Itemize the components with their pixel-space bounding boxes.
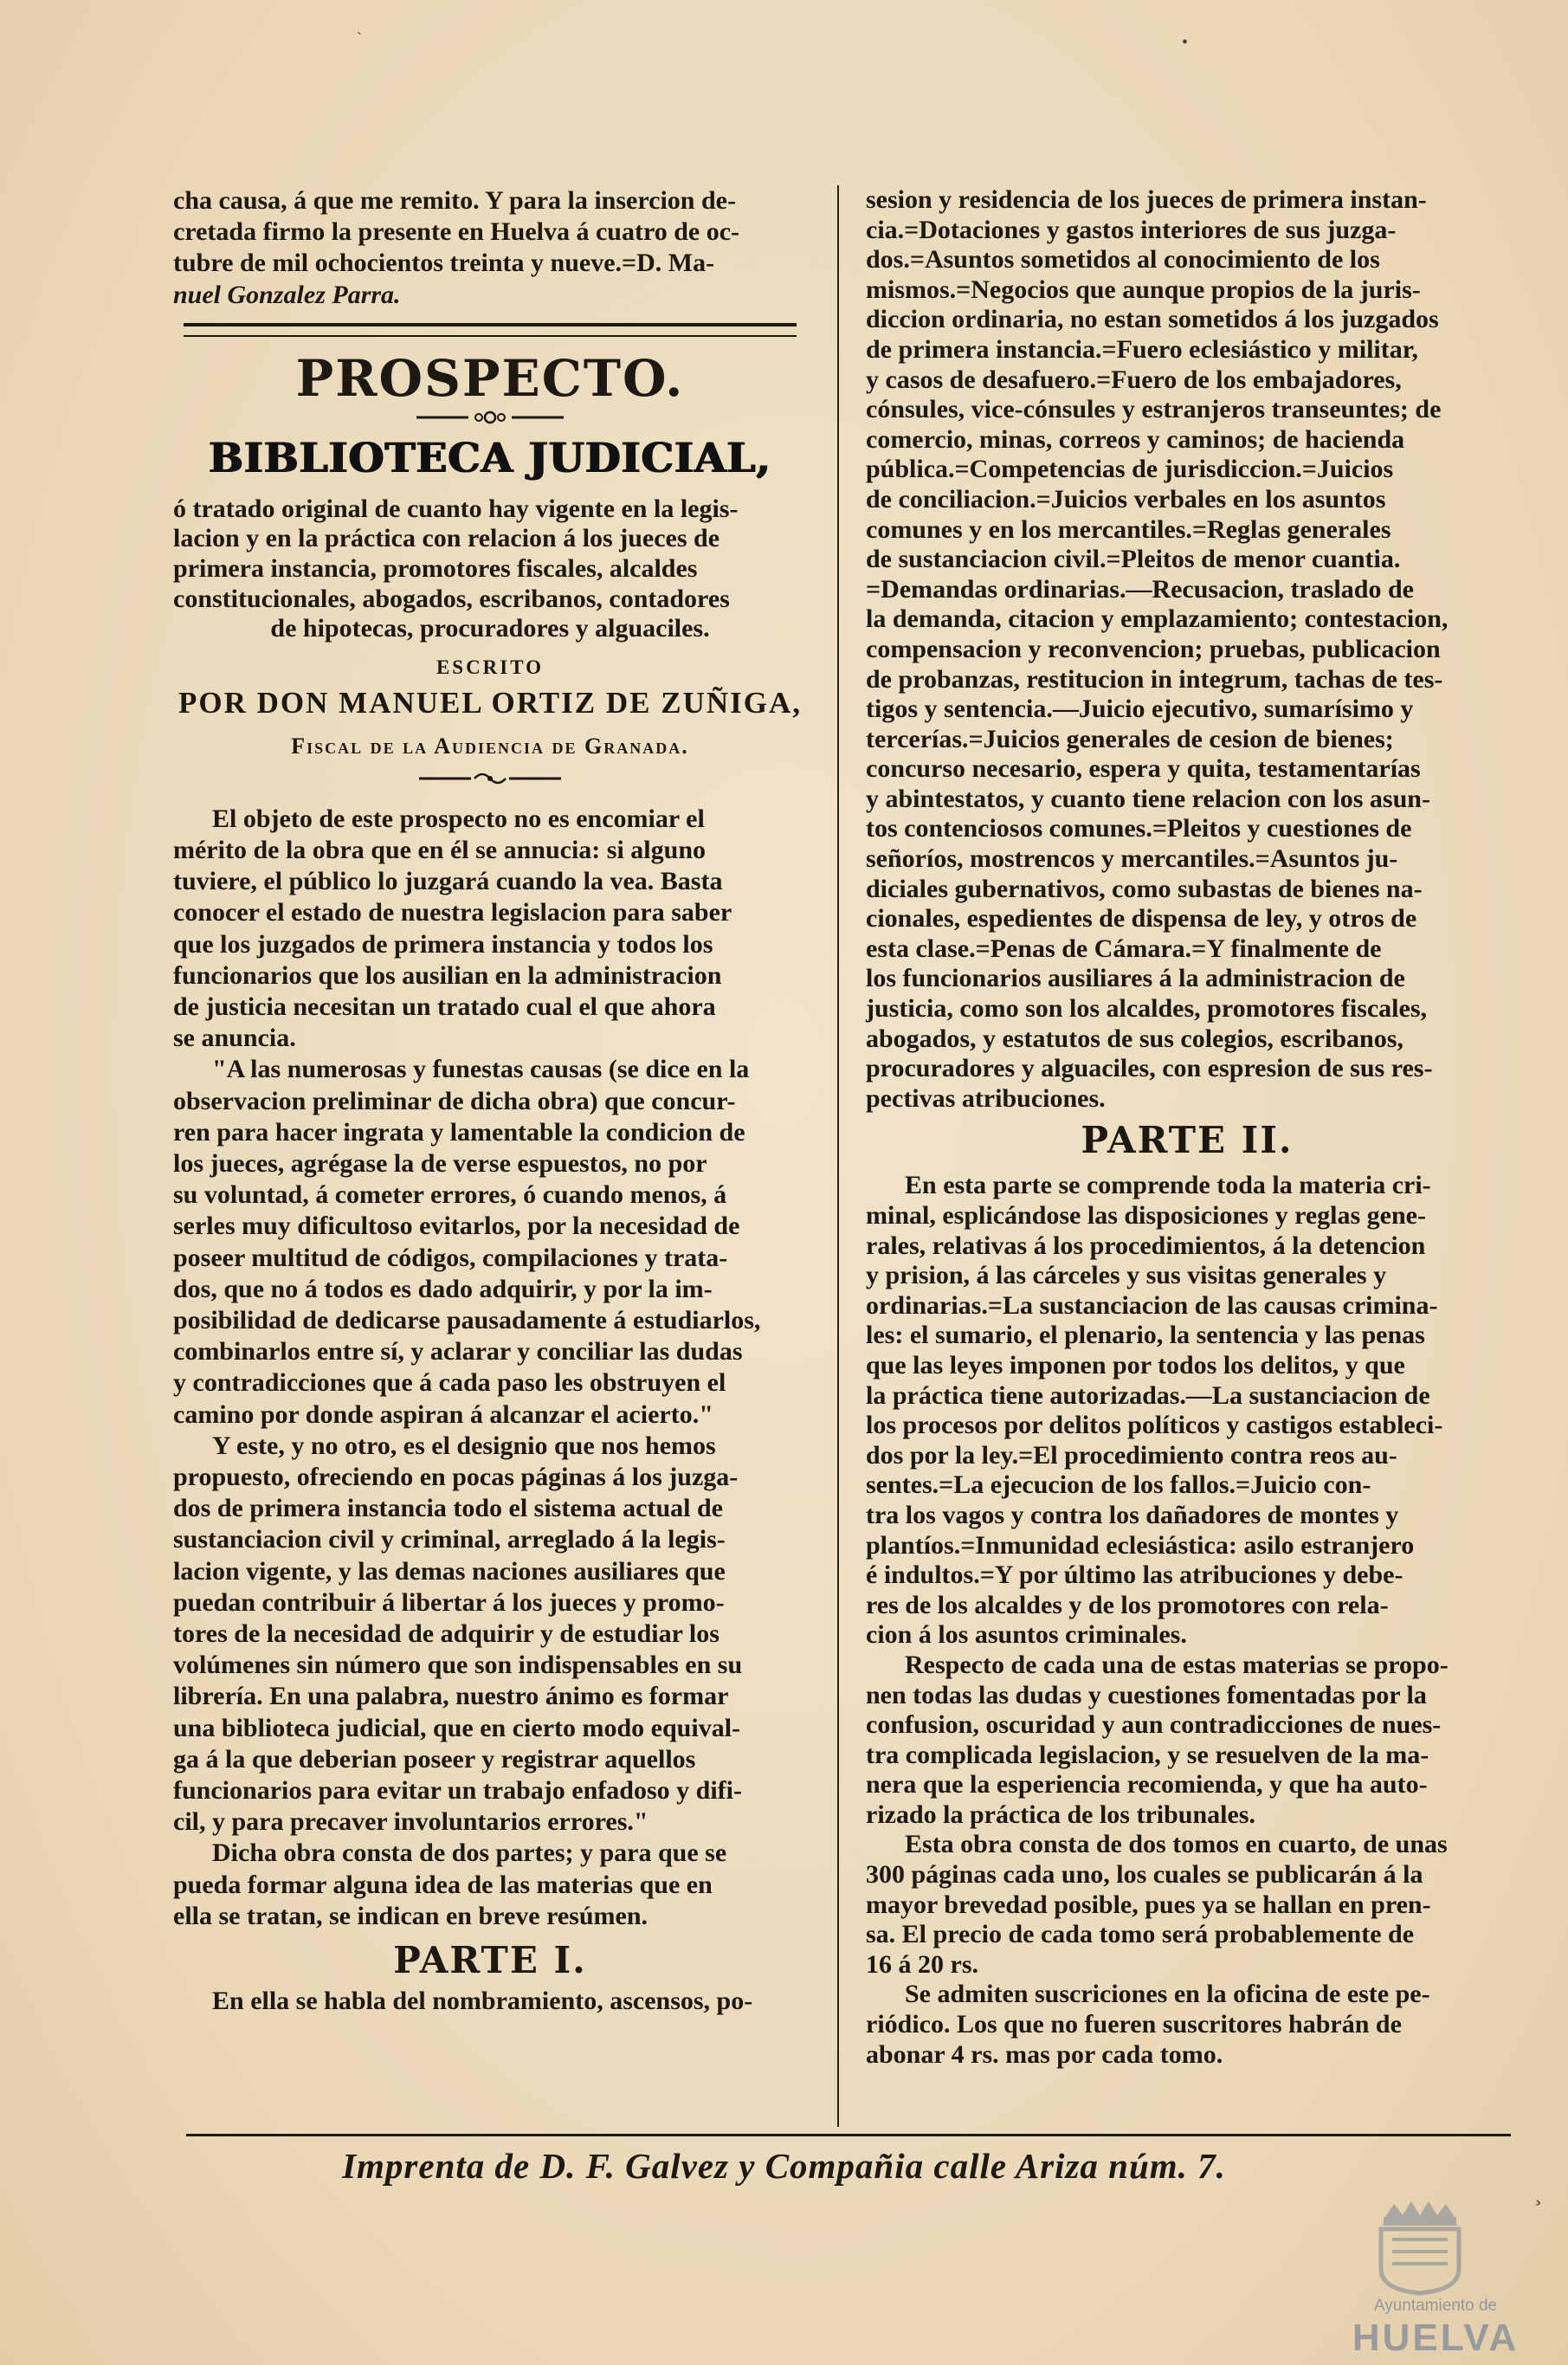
text-line: librería. En una palabra, nuestro ánimo es formar: [173, 1682, 729, 1711]
text-line: combinarlos entre sí, y aclarar y conciliar las dudas: [173, 1337, 743, 1367]
right-column: [866, 185, 1508, 2070]
text-line: la demanda, citacion y emplazamiento; contestacion,: [866, 604, 1449, 634]
section-subtitle: BIBLIOTECA JUDICIAL,: [209, 434, 771, 482]
text-line: 16 á 20 rs.: [866, 1949, 978, 1979]
text-line: concurso necesario, espera y quita, testamentarías: [866, 754, 1421, 784]
text-line: serles muy dificultoso evitarlos, por la necesidad de: [173, 1212, 740, 1241]
text-line: la práctica tiene autorizadas.—La sustanciacion de: [866, 1380, 1430, 1410]
text-line: y abintestatos, y cuanto tiene relacion con los asun-: [866, 784, 1430, 813]
text-line: constitucionales, abogados, escribanos, contadores: [173, 584, 730, 613]
text-line: dos.=Asuntos sometidos al conocimiento de los: [866, 245, 1380, 275]
watermark-caption: Ayuntamiento de: [1373, 2297, 1498, 2315]
text-line: les: el sumario, el plenario, la sentencia y las penas: [866, 1321, 1425, 1350]
text-line: minal, esplicándose las disposiciones y reglas gene-: [866, 1201, 1426, 1230]
text-line: comunes y en los mercantiles.=Reglas generales: [866, 514, 1391, 544]
text-line: tra complicada legislacion, y se resuelven de la ma-: [866, 1740, 1429, 1769]
text-line: camino por donde aspiran á alcanzar el acierto.": [173, 1399, 713, 1429]
paragraph-subscriptions: [866, 1980, 1508, 2070]
text-line: diciales gubernativos, como subastas de bienes na-: [866, 874, 1423, 903]
text-line: compensacion y reconvencion; pruebas, publicacion: [866, 634, 1441, 663]
text-line: y casos de desafuero.=Fuero de los embajadores,: [866, 365, 1402, 394]
text-line: de conciliacion.=Juicios verbales en los asuntos: [866, 484, 1386, 514]
text-line: tra los vagos y contra los dañadores de montes y: [866, 1500, 1399, 1529]
text-line: riódico. Los que no fueren suscritores habrán de: [866, 2010, 1402, 2039]
text-line: que las leyes imponen por todos los delitos, y que: [866, 1350, 1405, 1380]
text-line: plantíos.=Inmunidad eclesiástica: asilo estranjero: [866, 1530, 1415, 1560]
text-line: se anuncia.: [173, 1024, 296, 1053]
text-line: confusion, oscuridad y aun contradicciones de nues-: [866, 1710, 1442, 1740]
text-line: esta clase.=Penas de Cámara.=Y finalmente de: [866, 934, 1382, 963]
text-line: dos por la ley.=El procedimiento contra reos au-: [866, 1440, 1397, 1470]
text-line: sesion y residencia de los jueces de primera instan-: [866, 185, 1427, 214]
text-line: Se admiten suscriciones en la oficina de este pe-: [905, 1980, 1430, 2009]
text-line: 300 páginas cada uno, los cuales se publicarán á la: [866, 1860, 1423, 1890]
text-line: rizado la práctica de los tribunales.: [866, 1800, 1255, 1829]
text-line: ordinarias.=La sustanciacion de las causas crimina-: [866, 1290, 1438, 1320]
paragraph-objeto: [173, 804, 807, 1055]
text-line: de sustanciacion civil.=Pleitos de menor cuantia.: [866, 545, 1401, 574]
text-line: cia.=Dotaciones y gastos interiores de sus juzga-: [866, 215, 1397, 244]
text-line: El objeto de este prospecto no es encomiar el: [212, 804, 705, 833]
text-line: ó tratado original de cuanto hay vigente en la legis-: [173, 494, 739, 523]
text-line: cion á los asuntos criminales.: [866, 1620, 1187, 1650]
text-line: que los juzgados de primera instancia y todos los: [173, 929, 713, 959]
text-line: los funcionarios ausiliares á la administracion de: [866, 964, 1405, 993]
text-line: lacion y en la práctica con relacion á los jueces de: [173, 524, 720, 553]
text-line: res de los alcaldes y de los promotores con rela-: [866, 1590, 1389, 1619]
text-line: y contradicciones que á cada paso les obstruyen el: [173, 1368, 726, 1398]
ink-speck-mark: `: [357, 29, 362, 47]
text-line: pectivas atribuciones.: [866, 1083, 1106, 1113]
part-2-heading: PARTE II.: [1081, 1119, 1294, 1162]
text-line: "A las numerosas y funestas causas (se dice en la: [212, 1055, 750, 1084]
part-1-heading: PARTE I.: [393, 1939, 587, 1982]
text-line: pública.=Competencias de jurisdiccion.=Juicios: [866, 455, 1394, 484]
text-line: posibilidad de dedicarse pausadamente á estudiarlos,: [173, 1306, 761, 1335]
author-line: POR DON MANUEL ORTIZ DE ZUÑIGA,: [178, 685, 802, 720]
paragraph-designio: [173, 1431, 807, 1838]
text-line: Esta obra consta de dos tomos en cuarto, de unas: [905, 1830, 1448, 1859]
text-line: Y este, y no otro, es el designio que nos hemos: [212, 1431, 716, 1460]
text-line: nera que la esperiencia recomienda, y que ha auto-: [866, 1770, 1428, 1800]
paragraph-respecto: [866, 1651, 1508, 1831]
text-line: é indultos.=Y por último las atribuciones y debe-: [866, 1561, 1403, 1590]
text-line: su voluntad, á cometer errores, ó cuando menos, á: [173, 1180, 727, 1210]
author-office: Fiscal de la Audiencia de Granada.: [291, 733, 689, 759]
text-line: señoríos, mostrencos y mercantiles.=Asuntos ju-: [866, 844, 1398, 874]
ornament-divider-icon: [412, 767, 568, 790]
text-line: ga á la que deberian poseer y registrar aquellos: [173, 1744, 696, 1774]
text-line: de hipotecas, procuradores y alguaciles.: [270, 614, 710, 643]
text-line: diccion ordinaria, no estan sometidos á los juzgados: [866, 305, 1439, 334]
part-1-text: [173, 1986, 807, 2017]
watermark-title: HUELVA: [1352, 2317, 1520, 2359]
text-line: dos de primera instancia todo el sistema actual de: [173, 1494, 723, 1523]
text-line: y prision, á las cárceles y sus visitas generales y: [866, 1261, 1387, 1290]
text-line: ella se tratan, se indican en breve resúmen.: [173, 1901, 648, 1930]
text-line: nuel Gonzalez Parra.: [173, 280, 401, 309]
text-line: mayor brevedad posible, pues ya se hallan en pren-: [866, 1890, 1431, 1919]
text-line: de probanzas, restitucion in integrum, tachas de tes-: [866, 664, 1443, 694]
text-line: los jueces, agrégase la de verse espuestos, no por: [173, 1149, 707, 1179]
text-line: mismos.=Negocios que aunque propios de la juris-: [866, 275, 1421, 304]
text-line: conocer el estado de nuestra legislacion para saber: [173, 898, 732, 927]
text-line: abonar 4 rs. mas por cada tomo.: [866, 2039, 1223, 2069]
text-line: tores de la necesidad de adquirir y de estudiar los: [173, 1619, 719, 1649]
text-line: Dicha obra consta de dos partes; y para que se: [212, 1838, 727, 1868]
text-line: pueda formar alguna idea de las materias que en: [173, 1870, 713, 1899]
text-line: de justicia necesitan un tratado cual el que ahora: [173, 992, 716, 1021]
text-line: primera instancia, promotores fiscales, alcaldes: [173, 554, 698, 583]
text-line: lacion vigente, y las demas naciones ausiliares que: [173, 1556, 726, 1586]
text-line: sustanciacion civil y criminal, arreglado á la legis-: [173, 1525, 726, 1554]
paragraph-dicha-obra: [173, 1838, 807, 1932]
text-line: justicia, como son los alcaldes, promotores fiscales,: [866, 994, 1428, 1024]
text-line: dos, que no á todos es dado adquirir, y por la im-: [173, 1274, 713, 1303]
printer-imprint: Imprenta de D. F. Galvez y Compañia calle Ariza núm. 7.: [342, 2146, 1226, 2186]
text-line: tercerías.=Juicios generales de cesion de bienes;: [866, 724, 1394, 753]
text-line: ren para hacer ingrata y lamentable la condicion de: [173, 1117, 745, 1147]
written-label: ESCRITO: [436, 656, 545, 678]
text-line: de primera instancia.=Fuero eclesiástico y militar,: [866, 334, 1418, 364]
text-line: propuesto, ofreciendo en pocas páginas á los juzga-: [173, 1463, 739, 1492]
text-line: nen todas las dudas y cuestiones fomentadas por la: [866, 1680, 1427, 1709]
text-line: abogados, y estatutos de sus colegios, escribanos,: [866, 1024, 1403, 1053]
text-line: cil, y para precaver involuntarios errores.": [173, 1807, 648, 1837]
text-line: Respecto de cada una de estas materias se propo-: [905, 1650, 1449, 1679]
text-line: En esta parte se comprende toda la materia cri-: [905, 1171, 1431, 1200]
text-line: sentes.=La ejecucion de los fallos.=Juicio con-: [866, 1470, 1371, 1500]
text-line: rales, relativas á los procedimientos, á la detencion: [866, 1231, 1426, 1260]
text-line: procuradores y alguaciles, con espresion de sus res-: [866, 1054, 1433, 1083]
ink-speck-mark: ¸: [1534, 2181, 1542, 2206]
text-line: funcionarios para evitar un trabajo enfadoso y difi-: [173, 1776, 742, 1806]
left-column: [173, 185, 807, 2017]
paragraph-quote: [173, 1054, 807, 1430]
text-line: cha causa, á que me remito. Y para la insercion de-: [173, 186, 736, 215]
ink-speck-mark: •: [1182, 33, 1189, 52]
part-1-continued: [866, 185, 1508, 1114]
intro-paragraph: [173, 185, 807, 311]
text-line: mérito de la obra que en él se annucia: si alguno: [173, 835, 707, 864]
text-line: tigos y sentencia.—Juicio ejecutivo, sumarísimo y: [866, 695, 1414, 724]
text-line: cónsules, vice-cónsules y estranjeros transeuntes; de: [866, 395, 1442, 424]
ornament-divider-icon: [408, 404, 572, 430]
text-line: En ella se habla del nombramiento, ascensos, po-: [212, 1987, 753, 2016]
text-line: funcionarios que los ausilian en la administracion: [173, 960, 722, 990]
page-title: PROSPECTO.: [295, 348, 685, 408]
text-line: una biblioteca judicial, que en cierto modo equival-: [173, 1713, 741, 1742]
text-line: los procesos por delitos políticos y castigos estableci-: [866, 1411, 1443, 1440]
text-line: volúmenes sin número que son indispensables en su: [173, 1651, 743, 1680]
text-line: tuviere, el público lo juzgará cuando la vea. Basta: [173, 867, 723, 896]
text-line: tos contenciosos comunes.=Pleitos y cuestiones de: [866, 814, 1412, 843]
footer-rule: [186, 2134, 1511, 2136]
text-line: cionales, espedientes de dispensa de ley, y otros de: [866, 904, 1417, 934]
text-line: observacion preliminar de dicha obra) que concur-: [173, 1086, 736, 1115]
part-2-text: [866, 1171, 1508, 1651]
description-paragraph: [173, 494, 807, 644]
text-line: =Demandas ordinarias.—Recusacion, traslado de: [866, 574, 1414, 604]
text-line: poseer multitud de códigos, compilaciones y trata-: [173, 1243, 728, 1272]
text-line: sa. El precio de cada tomo será probablemente de: [866, 1920, 1415, 1949]
text-line: puedan contribuir á libertar á los jueces y promo-: [173, 1587, 725, 1617]
text-line: tubre de mil ochocientos treinta y nueve.=D. Ma-: [173, 249, 715, 278]
column-divider: [837, 185, 839, 2127]
text-line: comercio, minas, correos y caminos; de hacienda: [866, 424, 1405, 454]
text-line: cretada firmo la presente en Huelva á cuatro de oc-: [173, 217, 740, 247]
double-rule-divider: [184, 323, 797, 337]
paragraph-price: [866, 1830, 1508, 1980]
